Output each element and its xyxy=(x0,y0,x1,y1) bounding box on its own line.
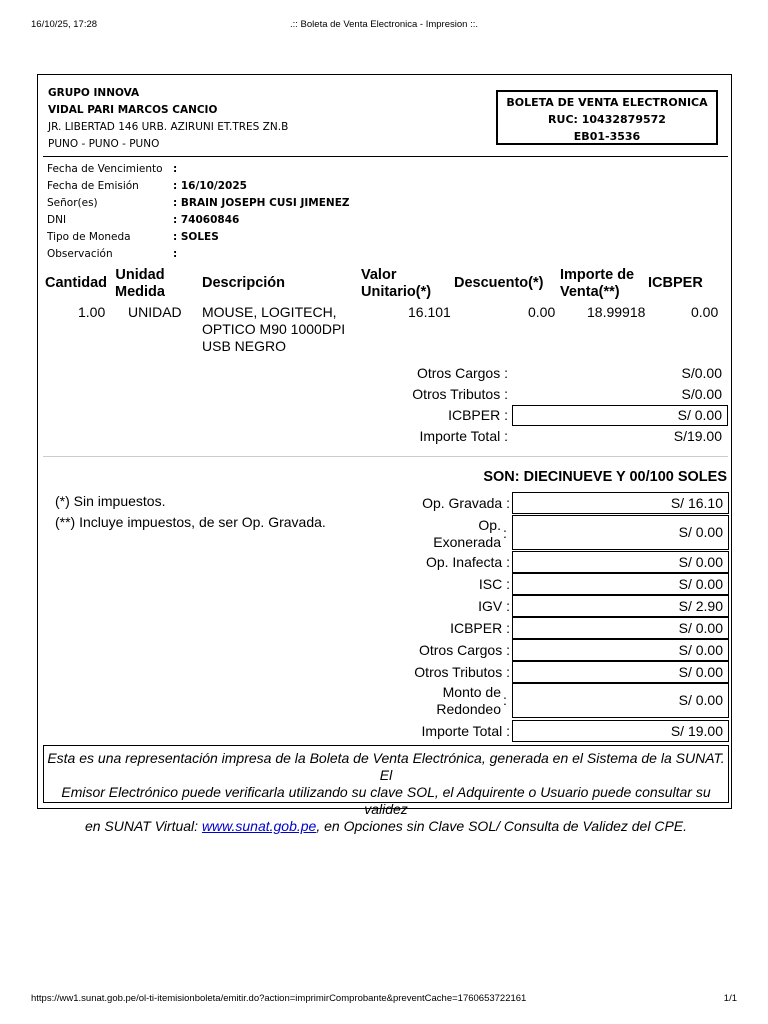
info-value: : 16/10/2025 xyxy=(173,180,247,192)
info-label: Fecha de Vencimiento xyxy=(47,163,163,175)
boleta-ruc: RUC: 10432879572 xyxy=(548,113,666,126)
importe-total-value: S/ 19.00 xyxy=(512,720,729,742)
item-descuento: 0.00 xyxy=(528,304,556,320)
legal-line3-pre: en SUNAT Virtual: xyxy=(84,818,202,834)
info-value: : SOLES xyxy=(173,231,219,243)
info-value: : xyxy=(173,248,178,260)
boleta-number: EB01-3536 xyxy=(573,130,641,143)
isc-label: ISC : xyxy=(478,576,510,592)
col-header-importe xyxy=(560,267,634,301)
info-value: : xyxy=(173,163,178,175)
info-row xyxy=(38,212,538,229)
item-importe: 18.99918 xyxy=(587,304,646,320)
legal-notice xyxy=(43,745,729,834)
item-descripcion-line1: MOUSE, LOGITECH, xyxy=(202,304,337,320)
legal-line1: Esta es una representación impresa de la Boleta de Venta Electrónica, generada en el Sistema de la SUNAT. El xyxy=(47,750,725,783)
col-header-unidad-line1: Unidad xyxy=(115,267,165,283)
otros-tributos-value: S/ 0.00 xyxy=(512,661,729,683)
emisor-address: JR. LIBERTAD 146 URB. AZIRUNI ET.TRES ZN.B xyxy=(48,121,289,133)
redondeo-colon: : xyxy=(503,692,507,708)
icbper-value: S/ 0.00 xyxy=(512,617,729,639)
info-row xyxy=(38,246,538,263)
isc-value: S/ 0.00 xyxy=(512,573,729,595)
print-url: https://ww1.sunat.gob.pe/ol-ti-itemisionboleta/emitir.do?action=imprimirComprobante&preventCache=1760653722161 xyxy=(31,993,527,1004)
redondeo-label-line2: Redondeo xyxy=(436,701,501,717)
summary-otros-cargos-value: S/0.00 xyxy=(681,365,722,381)
col-header-unidad xyxy=(110,267,170,301)
col-header-valor-line1: Valor xyxy=(361,267,397,283)
legal-line3 xyxy=(44,818,728,835)
note-incluye-impuestos: (**) Incluye impuestos, de ser Op. Gravada. xyxy=(55,514,326,530)
info-row xyxy=(38,195,538,212)
item-descripcion-line2: OPTICO M90 1000DPI xyxy=(202,321,346,337)
info-value: : BRAIN JOSEPH CUSI JIMENEZ xyxy=(173,197,350,209)
info-row xyxy=(38,161,538,178)
col-header-importe-line1: Importe de xyxy=(560,267,635,283)
info-value: : 74060846 xyxy=(173,214,240,226)
summary-icbper-value: S/ 0.00 xyxy=(512,405,728,426)
info-label: DNI xyxy=(47,214,67,226)
item-unidad: UNIDAD xyxy=(128,304,182,320)
otros-tributos-label: Otros Tributos : xyxy=(414,664,510,680)
legal-line3-post: , en Opciones sin Clave SOL/ Consulta de Validez del CPE. xyxy=(316,818,688,834)
item-cantidad: 1.00 xyxy=(78,304,106,320)
igv-label: IGV : xyxy=(478,598,510,614)
amount-in-words: SON: DIECINUEVE Y 00/100 SOLES xyxy=(483,469,727,485)
summary-otros-tributos-label: Otros Tributos : xyxy=(412,386,508,402)
header-divider xyxy=(43,156,728,157)
icbper-label: ICBPER : xyxy=(450,620,510,636)
summary-separator xyxy=(43,456,728,457)
info-block xyxy=(38,161,638,263)
op-gravada-value: S/ 16.10 xyxy=(512,492,729,514)
info-label: Tipo de Moneda xyxy=(47,231,131,243)
col-header-valor xyxy=(361,267,431,301)
summary-otros-tributos-value: S/0.00 xyxy=(681,386,722,402)
col-header-descripcion: Descripción xyxy=(202,275,285,291)
summary-otros-cargos-label: Otros Cargos : xyxy=(416,365,508,381)
summary-importe-total-label: Importe Total : xyxy=(419,428,508,444)
op-exonerada-label-line1: Op. xyxy=(478,517,501,533)
info-label: Señor(es) xyxy=(47,197,98,209)
col-header-importe-line2: Venta(**) xyxy=(560,284,620,300)
op-exonerada-label-line2: Exonerada xyxy=(433,534,501,550)
item-descripcion-line3: USB NEGRO xyxy=(202,338,287,354)
summary-icbper-label: ICBPER : xyxy=(448,407,508,423)
sunat-link[interactable]: www.sunat.gob.pe xyxy=(201,818,317,834)
print-footer xyxy=(31,993,737,1004)
col-header-cantidad: Cantidad xyxy=(45,275,108,291)
igv-value: S/ 2.90 xyxy=(512,595,729,617)
print-page-number: 1/1 xyxy=(723,993,737,1004)
emisor-block xyxy=(48,85,288,153)
boleta-document xyxy=(37,74,732,834)
col-header-unidad-line2: Medida xyxy=(115,284,165,300)
col-header-icbper: ICBPER xyxy=(648,275,703,291)
legal-line2: Emisor Electrónico puede verificarla utilizando su clave SOL, el Adquirente o Usuario puede consultar su validez xyxy=(61,784,711,817)
info-label: Fecha de Emisión xyxy=(47,180,139,192)
emisor-location: PUNO - PUNO - PUNO xyxy=(48,138,160,150)
emisor-name: GRUPO INNOVA xyxy=(48,87,140,99)
item-descripcion xyxy=(202,304,345,355)
redondeo-value: S/ 0.00 xyxy=(512,683,729,718)
info-row xyxy=(38,178,538,195)
importe-total-label: Importe Total : xyxy=(421,723,510,739)
col-header-valor-line2: Unitario(*) xyxy=(361,284,432,300)
boleta-type: BOLETA DE VENTA ELECTRONICA xyxy=(506,96,708,109)
print-datetime: 16/10/25, 17:28 xyxy=(31,19,98,30)
emisor-person: VIDAL PARI MARCOS CANCIO xyxy=(48,104,218,116)
note-sin-impuestos: (*) Sin impuestos. xyxy=(55,493,166,509)
op-exonerada-colon: : xyxy=(503,525,507,541)
otros-cargos-label: Otros Cargos : xyxy=(418,642,510,658)
item-valor: 16.101 xyxy=(408,304,451,320)
op-exonerada-label xyxy=(358,517,501,551)
info-label: Observación xyxy=(47,248,113,260)
boleta-id-box xyxy=(496,90,718,145)
op-gravada-label: Op. Gravada : xyxy=(422,495,510,511)
redondeo-label xyxy=(358,684,501,718)
redondeo-label-line1: Monto de xyxy=(442,684,501,700)
op-inafecta-value: S/ 0.00 xyxy=(512,551,729,573)
item-icbper: 0.00 xyxy=(691,304,719,320)
op-exonerada-value: S/ 0.00 xyxy=(512,515,729,550)
summary-importe-total-value: S/19.00 xyxy=(673,428,722,444)
print-title: .:: Boleta de Venta Electronica - Impresion ::. xyxy=(290,19,478,30)
otros-cargos-value: S/ 0.00 xyxy=(512,639,729,661)
info-row xyxy=(38,229,538,246)
op-inafecta-label: Op. Inafecta : xyxy=(425,554,510,570)
col-header-descuento: Descuento(*) xyxy=(454,275,544,291)
